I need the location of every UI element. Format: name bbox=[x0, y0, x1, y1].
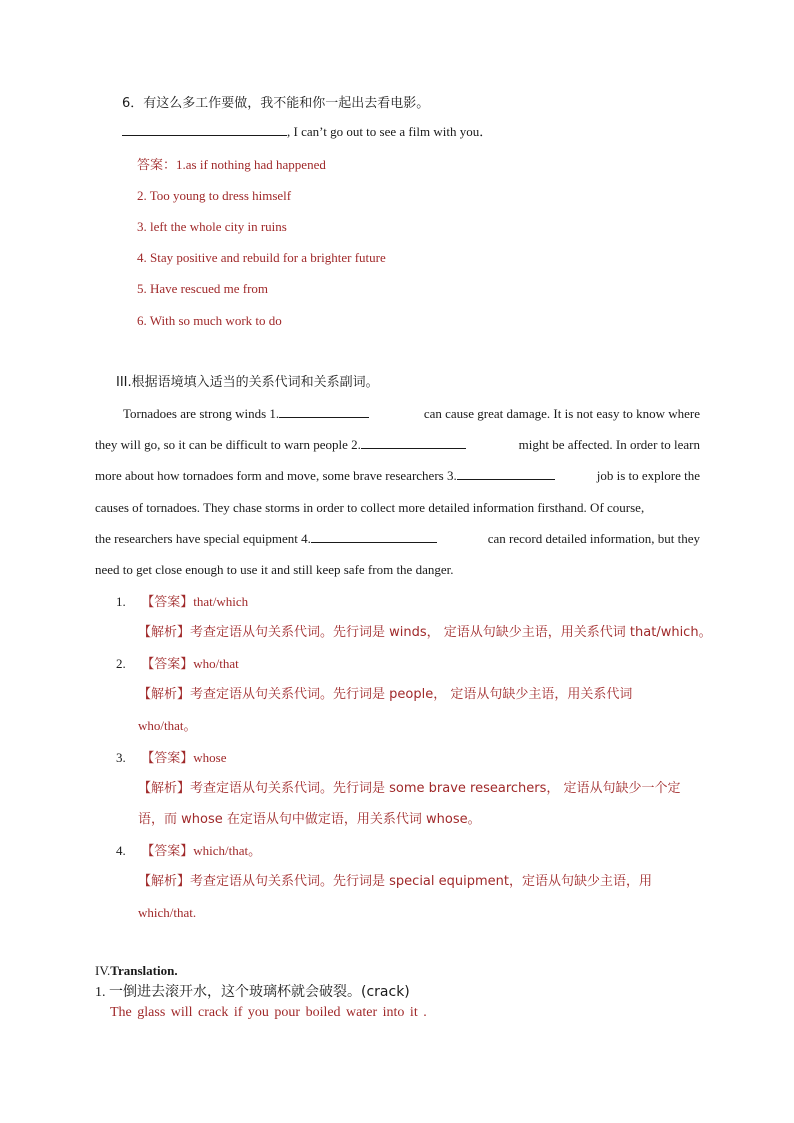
section-4-heading: IV.Translation. bbox=[95, 963, 178, 978]
cloze-passage bbox=[95, 398, 700, 585]
passage-line: more about how tornadoes form and move, some brave researchers 3. job is to explore the bbox=[95, 468, 700, 484]
explanation-answer-line: 3. 【答案】whose bbox=[116, 750, 227, 766]
answer-blank bbox=[457, 466, 555, 480]
passage-line: the researchers have special equipment 4. can record detailed information, but they bbox=[95, 530, 700, 546]
question-6-suffix: I can’t go out to see a film with you． bbox=[293, 124, 493, 139]
explanation-answer: that/which bbox=[193, 594, 249, 609]
explanation-answer: which/that。 bbox=[193, 843, 262, 858]
translation-answer-1: The glass will crack if you pour boiled water into it . bbox=[110, 1005, 427, 1020]
answer-tag: 【答案】 bbox=[141, 657, 194, 672]
answer-blank bbox=[279, 404, 369, 418]
analysis-tag: 【解析】 bbox=[138, 687, 191, 702]
answer-item: 2. Too young to dress himself bbox=[137, 188, 292, 203]
explanation-analysis: 【解析】考查定语从句关系代词。先行词是 winds， 定语从句缺少主语，用关系代词 that/which。 bbox=[138, 625, 712, 640]
answer-item: 4. Stay positive and rebuild for a brighter future bbox=[137, 250, 386, 265]
explanation-answer: whose bbox=[193, 750, 227, 765]
explanation-analysis: 【解析】考查定语从句关系代词。先行词是 special equipment，定语从句缺少主语，用 bbox=[138, 874, 652, 889]
answer-blank bbox=[122, 122, 287, 136]
analysis-tag: 【解析】 bbox=[138, 625, 191, 640]
explanation-analysis-cont: who/that。 bbox=[138, 718, 197, 733]
passage-line: need to get close enough to use it and still keep safe from the danger. bbox=[95, 562, 454, 578]
passage-line: they will go, so it can be difficult to warn people 2. might be affected. In order to learn bbox=[95, 437, 700, 453]
passage-line: Tornadoes are strong winds 1. can cause great damage. It is not easy to know where bbox=[123, 406, 700, 421]
explanation-answer-line: 1. 【答案】that/which bbox=[116, 594, 249, 610]
answer-item: 3. left the whole city in ruins bbox=[137, 219, 287, 234]
section-3-heading: III.根据语境填入适当的关系代词和关系副词。 bbox=[116, 375, 379, 390]
translation-question-1: 1. 一倒进去滚开水，这个玻璃杯就会破裂。(crack) bbox=[95, 984, 410, 1000]
question-6-prompt: 6．有这么多工作要做，我不能和你一起出去看电影。 bbox=[122, 96, 430, 111]
explanation-analysis: 【解析】考查定语从句关系代词。先行词是 some brave researchers， 定语从句缺少一个定 bbox=[138, 781, 681, 796]
answer-blank bbox=[311, 529, 437, 543]
explanation-analysis: 【解析】考查定语从句关系代词。先行词是 people， 定语从句缺少主语，用关系代词 bbox=[138, 687, 633, 702]
answer-item: 6. With so much work to do bbox=[137, 313, 282, 328]
answer-item: 5. Have rescued me from bbox=[137, 281, 269, 296]
answer-blank bbox=[361, 435, 466, 449]
explanation-analysis-cont: which/that. bbox=[138, 905, 197, 920]
answer-item: 1.as if nothing had happened bbox=[176, 157, 326, 172]
analysis-tag: 【解析】 bbox=[138, 874, 191, 889]
explanation-answer-line: 2. 【答案】who/that bbox=[116, 656, 239, 672]
answer-tag: 【答案】 bbox=[141, 751, 194, 766]
analysis-tag: 【解析】 bbox=[138, 781, 191, 796]
answer-line-1 bbox=[137, 156, 326, 175]
question-6-sentence: , I can’t go out to see a film with you． bbox=[122, 122, 492, 141]
explanation-answer: who/that bbox=[193, 656, 239, 671]
explanation-analysis-cont: 语，而 whose 在定语从句中做定语，用关系代词 whose。 bbox=[138, 812, 481, 827]
explanation-answer-line: 4. 【答案】which/that。 bbox=[116, 843, 262, 859]
answer-label: 答案： bbox=[137, 158, 177, 173]
passage-line: causes of tornadoes. They chase storms in order to collect more detailed information firsthand. Of course, bbox=[95, 499, 645, 515]
answer-tag: 【答案】 bbox=[141, 595, 194, 610]
answer-tag: 【答案】 bbox=[141, 844, 194, 859]
